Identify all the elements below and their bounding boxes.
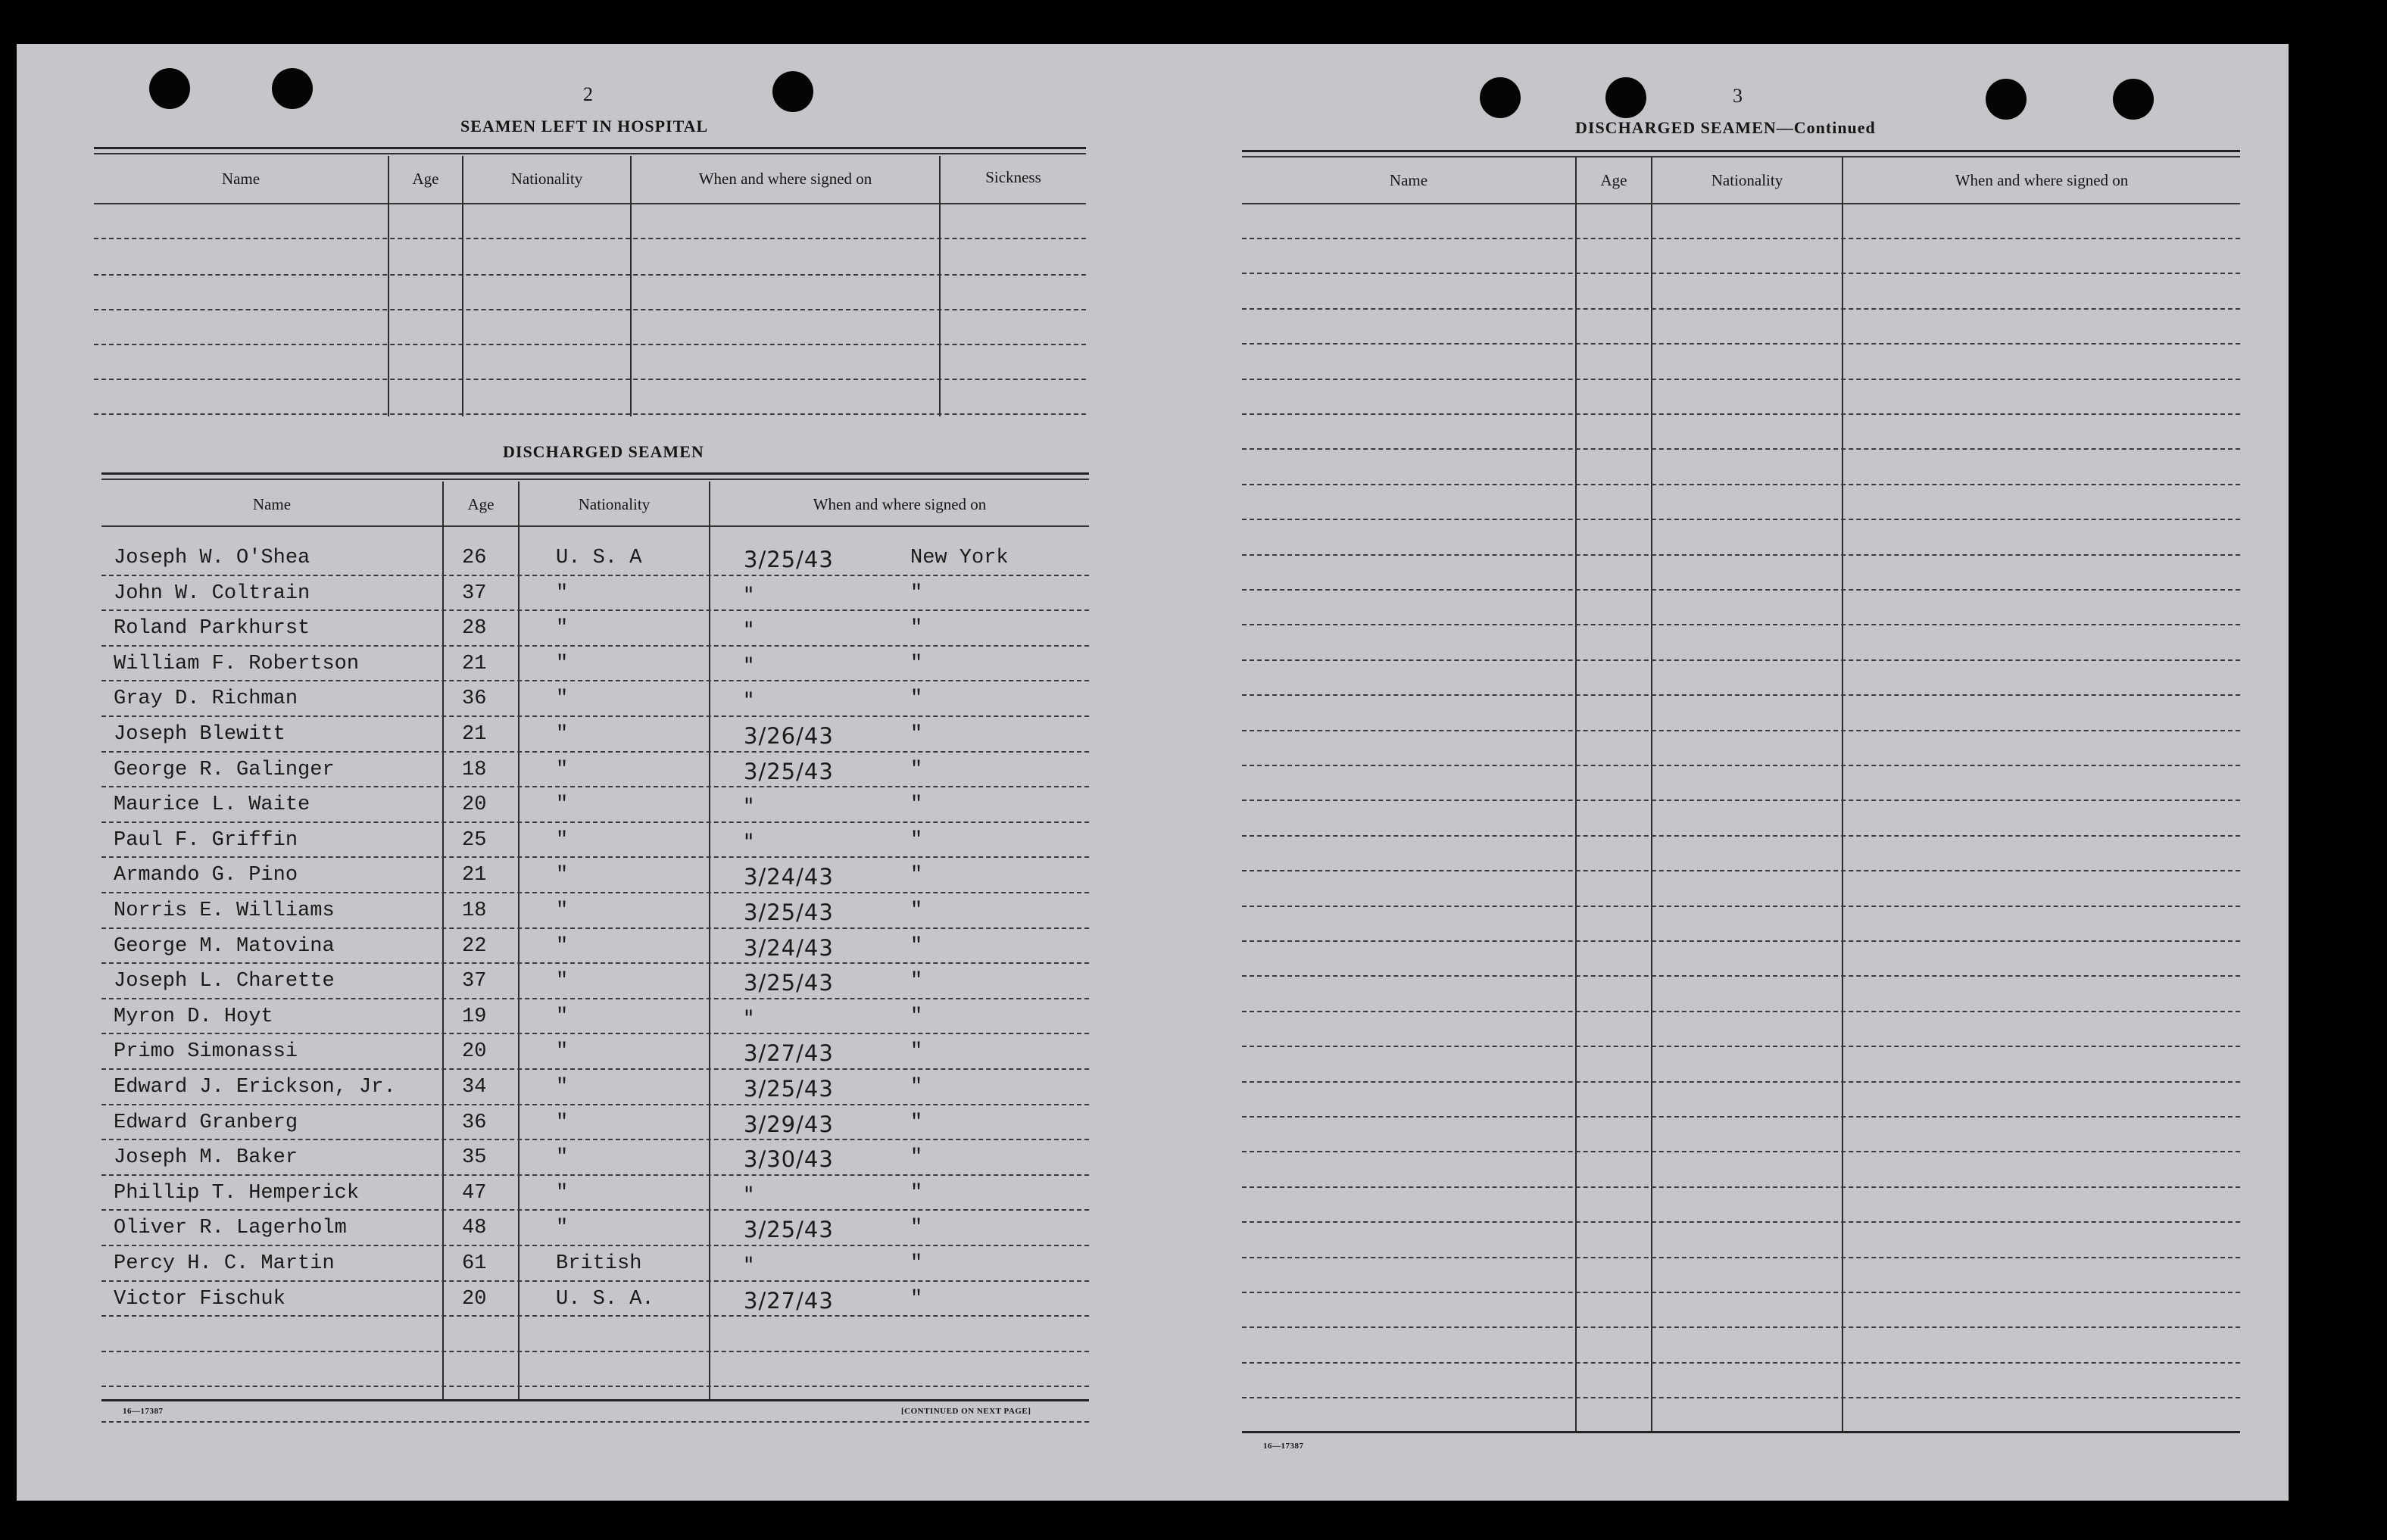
ruled-line — [1242, 413, 2240, 415]
seaman-age: 18 — [462, 899, 487, 922]
punch-hole — [2113, 79, 2154, 120]
seaman-name: Victor Fischuk — [114, 1288, 286, 1311]
ruled-line — [1242, 835, 2240, 837]
ruled-line — [1242, 906, 2240, 907]
seaman-nationality: " — [556, 653, 569, 675]
form-number-right: 16—17387 — [1263, 1442, 1304, 1451]
ruled-line — [1242, 519, 2240, 520]
seaman-nationality: " — [556, 793, 569, 816]
seaman-date: 3/24/43 — [744, 935, 834, 961]
seaman-date: 3/24/43 — [744, 864, 834, 890]
seaman-date: 3/27/43 — [744, 1040, 834, 1066]
seaman-place: " — [910, 723, 923, 746]
seaman-name: Oliver R. Lagerholm — [114, 1217, 347, 1239]
seaman-name: George M. Matovina — [114, 935, 335, 958]
seaman-name: Phillip T. Hemperick — [114, 1182, 360, 1205]
seaman-date: " — [744, 829, 755, 855]
seaman-age: 20 — [462, 1040, 487, 1063]
ruled-line — [1242, 589, 2240, 591]
seaman-date: 3/25/43 — [744, 759, 834, 784]
continued-section-title: DISCHARGED SEAMEN—Continued — [1575, 118, 1876, 137]
seaman-date: 3/29/43 — [744, 1111, 834, 1137]
seaman-name: Armando G. Pino — [114, 864, 298, 887]
seaman-place: " — [910, 1288, 923, 1311]
ruled-line — [101, 1245, 1089, 1246]
seaman-nationality: " — [556, 687, 569, 710]
seaman-date: " — [744, 617, 755, 643]
seaman-age: 21 — [462, 723, 487, 746]
seaman-date: " — [744, 1252, 755, 1278]
seaman-nationality: British — [556, 1252, 642, 1275]
ruled-line — [101, 1209, 1089, 1211]
ruled-line — [1242, 238, 2240, 239]
seaman-age: 37 — [462, 970, 487, 993]
seaman-age: 18 — [462, 759, 487, 781]
continued-note: [CONTINUED ON NEXT PAGE] — [901, 1407, 1031, 1416]
ruled-line — [101, 1386, 1089, 1387]
seaman-age: 34 — [462, 1076, 487, 1099]
ruled-line — [101, 1033, 1089, 1034]
hospital-header-name: Name — [221, 170, 261, 188]
seaman-age: 20 — [462, 1288, 487, 1311]
ruled-line — [101, 821, 1089, 823]
seaman-nationality: U. S. A. — [556, 1288, 654, 1311]
seaman-place: " — [910, 829, 923, 852]
ruled-line — [101, 998, 1089, 999]
seaman-date: 3/30/43 — [744, 1146, 834, 1172]
ruled-line — [101, 1068, 1089, 1070]
ruled-line — [101, 892, 1089, 893]
seaman-date: 3/25/43 — [744, 970, 834, 996]
seaman-nationality: " — [556, 1005, 569, 1028]
seaman-nationality: " — [556, 1146, 569, 1169]
ruled-line — [101, 575, 1089, 576]
punch-hole — [1986, 79, 2027, 120]
ruled-line — [1242, 1151, 2240, 1152]
seaman-place: " — [910, 582, 923, 605]
seaman-age: 36 — [462, 687, 487, 710]
seaman-age: 47 — [462, 1182, 487, 1205]
seaman-nationality: " — [556, 899, 569, 922]
seaman-name: Gray D. Richman — [114, 687, 298, 710]
seaman-nationality: " — [556, 1040, 569, 1063]
seaman-nationality: " — [556, 829, 569, 852]
punch-hole — [772, 71, 813, 112]
seaman-name: Edward Granberg — [114, 1111, 298, 1134]
ruled-line — [1242, 448, 2240, 450]
seaman-age: 19 — [462, 1005, 487, 1028]
ruled-line — [101, 645, 1089, 647]
seaman-nationality: U. S. A — [556, 547, 642, 569]
seaman-place: " — [910, 1217, 923, 1239]
seaman-name: William F. Robertson — [114, 653, 360, 675]
seaman-nationality: " — [556, 1217, 569, 1239]
continued-header-age: Age — [1600, 171, 1627, 189]
seaman-nationality: " — [556, 759, 569, 781]
form-number-left: 16—17387 — [123, 1407, 164, 1416]
ruled-line — [1242, 1116, 2240, 1118]
ruled-line — [1242, 870, 2240, 871]
seaman-date: 3/25/43 — [744, 1076, 834, 1102]
seaman-name: Roland Parkhurst — [114, 617, 310, 640]
punch-hole — [149, 68, 190, 109]
seaman-nationality: " — [556, 1182, 569, 1205]
document-sheet — [17, 44, 2289, 1501]
ruled-line — [101, 1351, 1089, 1352]
seaman-place: " — [910, 864, 923, 887]
seaman-name: Joseph L. Charette — [114, 970, 335, 993]
ruled-line — [101, 751, 1089, 753]
seaman-nationality: " — [556, 617, 569, 640]
seaman-name: Percy H. C. Martin — [114, 1252, 335, 1275]
seaman-name: Joseph W. O'Shea — [114, 547, 310, 569]
hospital-section-title: SEAMEN LEFT IN HOSPITAL — [460, 117, 709, 136]
continued-header-nationality: Nationality — [1711, 171, 1783, 189]
seaman-date: 3/25/43 — [744, 547, 834, 572]
seaman-name: Primo Simonassi — [114, 1040, 298, 1063]
ruled-line — [1242, 1326, 2240, 1328]
ruled-line — [101, 609, 1089, 611]
seaman-place: " — [910, 970, 923, 993]
seaman-name: Myron D. Hoyt — [114, 1005, 273, 1028]
ruled-line — [1242, 1292, 2240, 1293]
ruled-line — [101, 856, 1089, 858]
ruled-line — [1242, 975, 2240, 977]
seaman-age: 22 — [462, 935, 487, 958]
seaman-nationality: " — [556, 1076, 569, 1099]
ruled-line — [1242, 554, 2240, 556]
seaman-age: 48 — [462, 1217, 487, 1239]
ruled-line — [1242, 624, 2240, 625]
seaman-date: " — [744, 1005, 755, 1031]
seaman-age: 20 — [462, 793, 487, 816]
seaman-place: " — [910, 1146, 923, 1169]
seaman-date: " — [744, 653, 755, 678]
ruled-line — [1242, 1221, 2240, 1223]
ruled-line — [101, 962, 1089, 964]
seaman-place: " — [910, 759, 923, 781]
ruled-line — [101, 715, 1089, 717]
discharged-header-name: Name — [252, 495, 292, 513]
ruled-line — [101, 1174, 1089, 1176]
seaman-place: " — [910, 899, 923, 922]
seaman-place: " — [910, 935, 923, 958]
ruled-line — [1242, 1011, 2240, 1012]
ruled-line — [1242, 273, 2240, 274]
seaman-nationality: " — [556, 970, 569, 993]
seaman-age: 28 — [462, 617, 487, 640]
page-number-left: 2 — [583, 83, 593, 105]
ruled-line — [1242, 1186, 2240, 1188]
seaman-name: Joseph M. Baker — [114, 1146, 298, 1169]
ruled-line — [1242, 940, 2240, 942]
seaman-age: 37 — [462, 582, 487, 605]
seaman-name: Maurice L. Waite — [114, 793, 310, 816]
hospital-header-sickness: Sickness — [985, 168, 1041, 186]
ruled-line — [101, 680, 1089, 681]
seaman-name: Paul F. Griffin — [114, 829, 298, 852]
seaman-nationality: " — [556, 582, 569, 605]
seaman-age: 35 — [462, 1146, 487, 1169]
hospital-header-age: Age — [412, 170, 439, 188]
seaman-name: Norris E. Williams — [114, 899, 335, 922]
continued-header-name: Name — [1389, 171, 1428, 189]
seaman-age: 21 — [462, 864, 487, 887]
hospital-header-signed-on: When and where signed on — [698, 170, 872, 188]
seaman-age: 21 — [462, 653, 487, 675]
punch-hole — [1605, 77, 1646, 118]
seaman-date: 3/27/43 — [744, 1288, 834, 1314]
seaman-date: 3/25/43 — [744, 1217, 834, 1242]
ruled-line — [1242, 730, 2240, 731]
discharged-header-signed-on: When and where signed on — [813, 495, 987, 513]
discharged-header-age: Age — [467, 495, 495, 513]
ruled-line — [1242, 1362, 2240, 1364]
punch-hole — [272, 68, 313, 109]
ruled-line — [1242, 800, 2240, 801]
ruled-line — [1242, 694, 2240, 696]
seaman-place: " — [910, 793, 923, 816]
ruled-line — [101, 1104, 1089, 1105]
ruled-line — [101, 927, 1089, 929]
seaman-date: 3/26/43 — [744, 723, 834, 749]
ruled-line — [1242, 1081, 2240, 1083]
ruled-line — [1242, 659, 2240, 661]
ruled-line — [101, 1315, 1089, 1317]
ruled-line — [101, 1139, 1089, 1140]
ruled-line — [1242, 484, 2240, 485]
seaman-place: " — [910, 617, 923, 640]
discharged-header-nationality: Nationality — [578, 495, 651, 513]
seaman-name: Joseph Blewitt — [114, 723, 286, 746]
ruled-line — [1242, 379, 2240, 380]
seaman-place: " — [910, 1252, 923, 1275]
seaman-place: " — [910, 1005, 923, 1028]
seaman-date: " — [744, 687, 755, 713]
seaman-nationality: " — [556, 723, 569, 746]
seaman-name: Edward J. Erickson, Jr. — [114, 1076, 396, 1099]
seaman-place: New York — [910, 547, 1009, 569]
seaman-nationality: " — [556, 935, 569, 958]
seaman-name: John W. Coltrain — [114, 582, 310, 605]
seaman-nationality: " — [556, 1111, 569, 1134]
seaman-place: " — [910, 653, 923, 675]
seaman-date: " — [744, 1182, 755, 1208]
seaman-date: 3/25/43 — [744, 899, 834, 925]
ruled-line — [101, 786, 1089, 787]
seaman-place: " — [910, 1111, 923, 1134]
seaman-place: " — [910, 1040, 923, 1063]
discharged-section-title: DISCHARGED SEAMEN — [503, 442, 704, 461]
ruled-line — [1242, 1397, 2240, 1398]
seaman-date: " — [744, 793, 755, 819]
seaman-place: " — [910, 1076, 923, 1099]
ruled-line — [1242, 343, 2240, 344]
ruled-line — [1242, 765, 2240, 766]
ruled-line — [1242, 308, 2240, 310]
seaman-place: " — [910, 1182, 923, 1205]
seaman-name: George R. Galinger — [114, 759, 335, 781]
seaman-age: 26 — [462, 547, 487, 569]
ruled-line — [101, 1421, 1089, 1423]
seaman-date: " — [744, 582, 755, 608]
ruled-line — [1242, 1257, 2240, 1258]
ruled-line — [101, 1280, 1089, 1282]
seaman-age: 36 — [462, 1111, 487, 1134]
seaman-place: " — [910, 687, 923, 710]
page-number-right: 3 — [1733, 85, 1743, 107]
hospital-header-nationality: Nationality — [510, 170, 583, 188]
seaman-nationality: " — [556, 864, 569, 887]
seaman-age: 25 — [462, 829, 487, 852]
punch-hole — [1480, 77, 1521, 118]
continued-header-signed-on: When and where signed on — [1955, 171, 2129, 189]
ruled-line — [1242, 1046, 2240, 1047]
seaman-age: 61 — [462, 1252, 487, 1275]
